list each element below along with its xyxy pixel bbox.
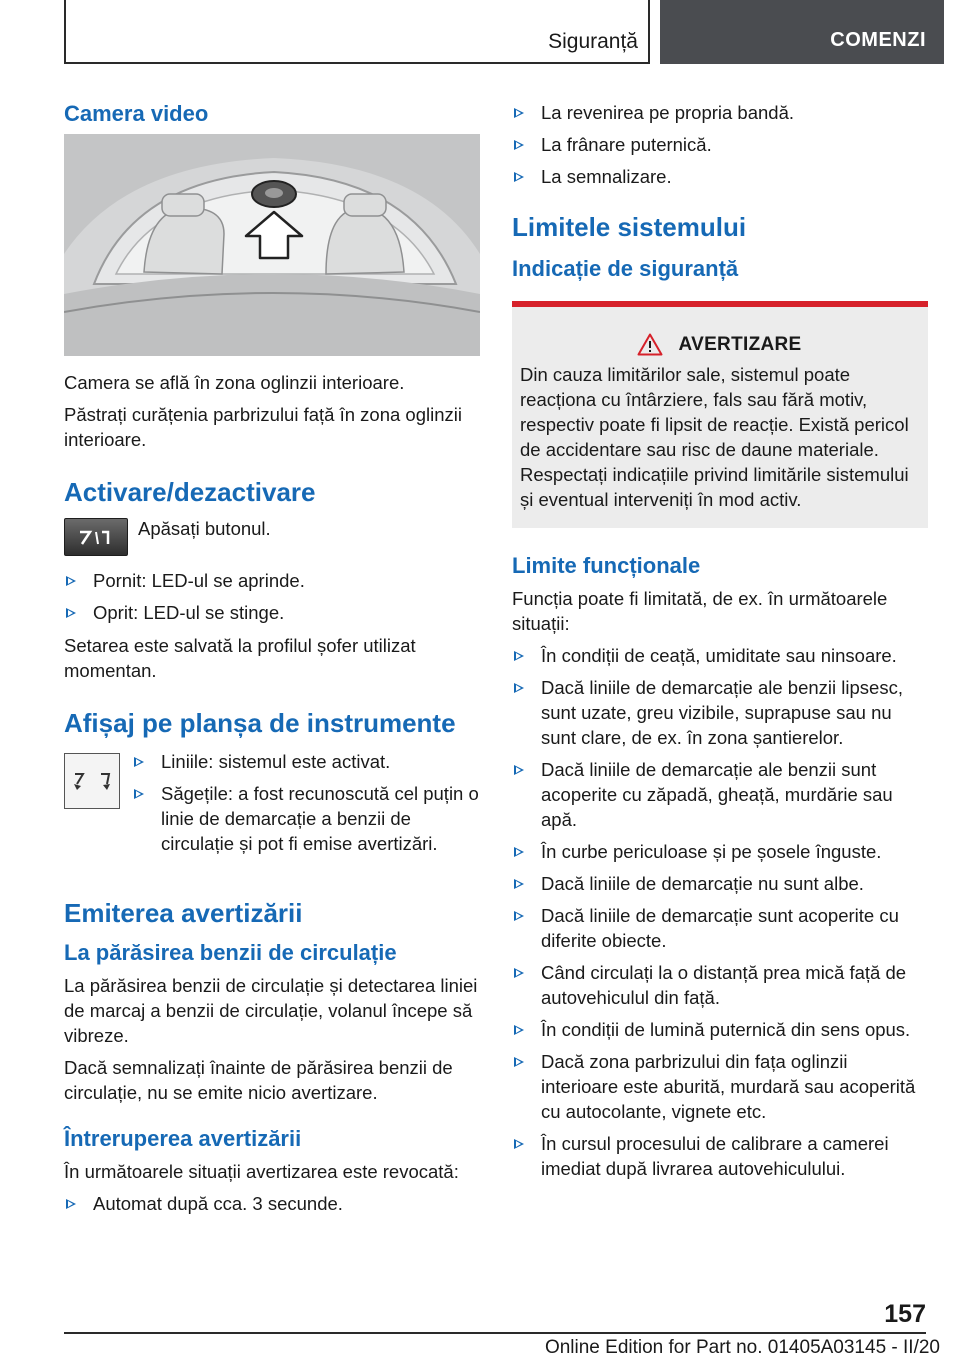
triangle-bullet-icon: [514, 683, 524, 693]
list-item: Dacă zona parbrizului din fața oglinzii interioare este aburită, murdară sau acoperită cu autocolante, vignete etc.: [512, 1049, 928, 1124]
header-bottom-border: [64, 62, 650, 64]
warning-triangle-icon: [637, 333, 663, 356]
list-item: În cursul procesului de calibrare a camerei imediat după livrarea autovehiculului.: [512, 1131, 928, 1181]
list-item: Oprit: LED-ul se stinge.: [64, 600, 480, 625]
list-item: Dacă liniile de demarcație ale benzii sunt acoperite cu zăpadă, gheață, murdărie sau apă.: [512, 757, 928, 832]
list-item: Automat după cca. 3 secunde.: [64, 1191, 480, 1216]
list-item: În condiții de lumină puternică din sens opus.: [512, 1017, 928, 1042]
footer-divider: [64, 1332, 926, 1334]
list-item: Săgețile: a fost recunoscută cel puțin o linie de demarcație a benzii de circulație și pot fi emise avertizări.: [132, 781, 480, 856]
header-left-border: [64, 0, 66, 64]
camera-illustration: [64, 134, 480, 356]
list-item: Dacă liniile de demarcație ale benzii lipsesc, sunt uzate, greu vizibile, suprapuse sau nu sunt clare, de ex. în zona șantierelor.: [512, 675, 928, 750]
triangle-bullet-icon: [514, 1057, 524, 1067]
triangle-bullet-icon: [66, 576, 76, 586]
camera-clean-text: Păstrați curățenia parbrizului față în zona oglinzii interioare.: [64, 404, 462, 450]
activation-list: [64, 568, 480, 625]
list-item: Dacă liniile de demarcație sunt acoperite cu diferite obiecte.: [512, 903, 928, 953]
chapter-label: COMENZI: [830, 29, 926, 51]
interrupt-text: În următoarele situații avertizarea este revocată:: [64, 1161, 459, 1182]
car-interior-illustration: [64, 134, 480, 356]
triangle-bullet-icon: [514, 911, 524, 921]
triangle-bullet-icon: [514, 651, 524, 661]
interrupt-list: [64, 1191, 480, 1216]
triangle-bullet-icon: [514, 847, 524, 857]
interrupt-list-continued: [512, 100, 928, 189]
triangle-bullet-icon: [514, 1139, 524, 1149]
list-item: La revenirea pe propria bandă.: [512, 100, 928, 125]
triangle-bullet-icon: [66, 1199, 76, 1209]
lane-assist-button-icon[interactable]: [64, 518, 128, 556]
list-item: Dacă liniile de demarcație nu sunt albe.: [512, 871, 928, 896]
lane-lines-icon: [76, 526, 116, 548]
functional-limits-text: Funcția poate fi limitată, de ex. în următoarele situații:: [512, 588, 888, 634]
list-item: În curbe periculoase și pe șosele înguste.: [512, 839, 928, 864]
activation-row: [64, 518, 480, 556]
list-item: În condiții de ceață, umiditate sau ninsoare.: [512, 643, 928, 668]
triangle-bullet-icon: [66, 608, 76, 618]
signal-text: Dacă semnalizați înainte de părăsirea benzii de circulație, nu se emite nicio avertizare.: [64, 1057, 453, 1103]
list-item: La frânare puternică.: [512, 132, 928, 157]
list-item: Pornit: LED-ul se aprinde.: [64, 568, 480, 593]
display-list: [132, 749, 480, 863]
camera-location-text: Camera se află în zona oglinzii interioare.: [64, 372, 405, 393]
limits-heading: Limitele sistemului: [512, 212, 747, 242]
triangle-bullet-icon: [514, 140, 524, 150]
triangle-bullet-icon: [514, 879, 524, 889]
left-column: [64, 100, 480, 1224]
warning-label: AVERTIZARE: [678, 333, 802, 355]
footer-edition-text: Online Edition for Part no. 01405A03145 - II/20: [544, 1337, 940, 1358]
lane-departure-heading: La părăsirea benzii de circulație: [64, 940, 397, 965]
camera-heading: Camera video: [64, 101, 209, 126]
triangle-bullet-icon: [134, 757, 144, 767]
activation-heading: Activare/dezactivare: [64, 477, 316, 507]
warning-text: Din cauza limitărilor sale, sistemul poate reacționa cu întârziere, fals sau fără motiv, respectiv poate fi lipsit de reacție. Există pericol de accidentare sau risc de daune materiale. Respectați indicațiile privind limitările sistemului și eventual interveniți în mod activ.: [520, 364, 909, 510]
display-row: [64, 749, 480, 871]
interrupt-heading: Întreruperea avertizării: [64, 1126, 302, 1151]
lane-arrows-icon: [69, 766, 115, 796]
header-chapter-tab[interactable]: [660, 0, 944, 64]
press-button-text: Apăsați butonul.: [138, 518, 271, 539]
safety-note-heading: Indicație de siguranță: [512, 256, 739, 281]
warning-box: [512, 301, 928, 528]
functional-limits-list: [512, 643, 928, 1181]
warning-emission-heading: Emiterea avertizării: [64, 898, 303, 928]
lane-departure-text: La părăsirea benzii de circulație și detectarea liniei de marcaj a benzii de circulație, volanul începe să vibreze.: [64, 975, 478, 1046]
header-right-border: [648, 0, 650, 64]
triangle-bullet-icon: [514, 172, 524, 182]
right-column: [512, 100, 928, 1189]
triangle-bullet-icon: [514, 108, 524, 118]
display-heading: Afișaj pe planșa de instrumente: [64, 708, 456, 738]
list-item: Liniile: sistemul este activat.: [132, 749, 480, 774]
triangle-bullet-icon: [514, 1025, 524, 1035]
cluster-lane-display-icon: [64, 753, 120, 809]
functional-limits-heading: Limite funcționale: [512, 553, 701, 578]
triangle-bullet-icon: [134, 789, 144, 799]
triangle-bullet-icon: [514, 765, 524, 775]
header-section-title: Siguranță: [548, 30, 638, 53]
page-number: 157: [884, 1300, 926, 1328]
list-item: La semnalizare.: [512, 164, 928, 189]
profile-note-text: Setarea este salvată la profilul șofer utilizat momentan.: [64, 635, 416, 681]
warning-title: [520, 333, 918, 356]
list-item: Când circulați la o distanță prea mică față de autovehiculul din față.: [512, 960, 928, 1010]
triangle-bullet-icon: [514, 968, 524, 978]
